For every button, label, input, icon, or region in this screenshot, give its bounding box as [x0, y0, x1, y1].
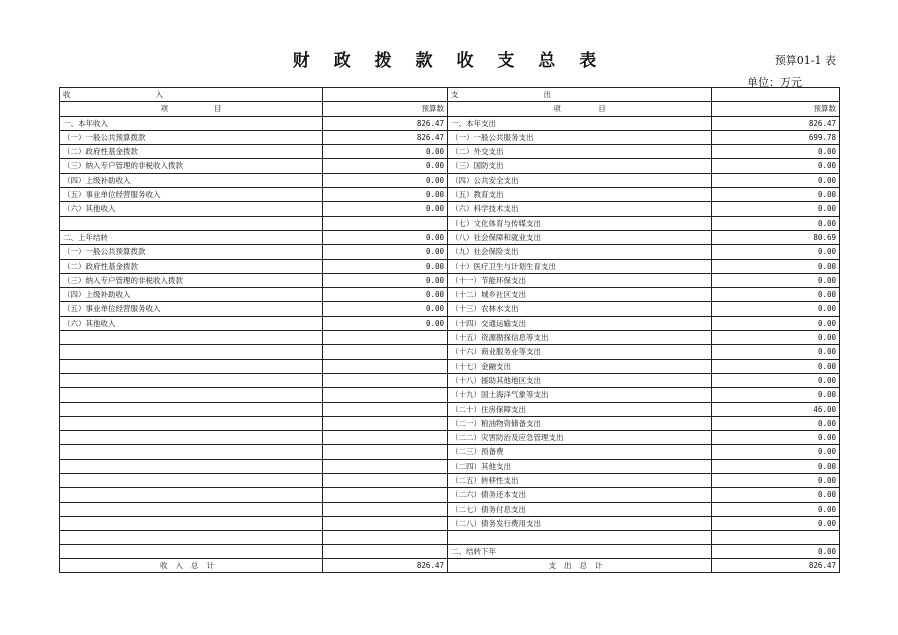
expense-value-cell: 0.00	[712, 431, 840, 445]
expense-value-cell: 0.00	[712, 245, 840, 259]
table-row	[60, 373, 840, 387]
income-item-cell: （四）上级补助收入	[60, 288, 323, 302]
expense-value-cell: 0.00	[712, 159, 840, 173]
expense-value-cell: 0.00	[712, 302, 840, 316]
income-item-cell: （五）事业单位经营服务收入	[60, 302, 323, 316]
income-value-cell	[323, 474, 448, 488]
expense-item-cell: （十一）节能环保支出	[448, 273, 712, 287]
table-row	[60, 488, 840, 502]
income-item-cell: 二、上年结转	[60, 230, 323, 244]
table-row	[60, 259, 840, 273]
income-value-cell: 0.00	[323, 273, 448, 287]
income-item-cell	[60, 216, 323, 230]
expense-value-cell: 0.00	[712, 416, 840, 430]
income-item-cell: （三）纳入专户管理的非税收入拨款	[60, 159, 323, 173]
expense-value-cell: 0.00	[712, 359, 840, 373]
expense-value-cell	[712, 531, 840, 544]
table-row	[60, 173, 840, 187]
table-row	[60, 116, 840, 130]
group-header-row	[60, 88, 840, 102]
page-title: 财 政 拨 款 收 支 总 表	[292, 51, 606, 71]
expense-item-cell: （二七）债务付息支出	[448, 502, 712, 516]
income-item-cell: （一）一般公共预算拨款	[60, 130, 323, 144]
expense-group-header-blank	[712, 88, 840, 102]
expense-value-cell: 0.00	[712, 474, 840, 488]
expense-value-cell: 0.00	[712, 502, 840, 516]
income-item-cell	[60, 388, 323, 402]
income-item-cell: （六）其他收入	[60, 316, 323, 330]
expense-item-header: 项 目	[448, 102, 712, 116]
income-item-cell	[60, 445, 323, 459]
income-value-cell	[323, 216, 448, 230]
table-row	[60, 516, 840, 530]
unit-label: 单位：万元	[747, 76, 802, 89]
table-row	[60, 130, 840, 144]
table-row	[60, 145, 840, 159]
budget-summary-table	[59, 87, 840, 573]
expense-value-cell: 0.00	[712, 459, 840, 473]
expense-value-cell: 0.00	[712, 516, 840, 530]
income-value-cell	[323, 544, 448, 558]
table-row	[60, 273, 840, 287]
expense-item-cell: （二十）住房保障支出	[448, 402, 712, 416]
income-item-cell	[60, 459, 323, 473]
expense-value-cell: 0.00	[712, 445, 840, 459]
income-item-cell	[60, 402, 323, 416]
income-value-cell	[323, 331, 448, 345]
income-value-cell	[323, 502, 448, 516]
expense-total-value: 826.47	[712, 558, 840, 572]
expense-value-cell: 0.00	[712, 488, 840, 502]
expense-item-cell: （十五）资源勘探信息等支出	[448, 331, 712, 345]
expense-item-cell: （二一）粮油物资储备支出	[448, 416, 712, 430]
expense-item-cell: （十四）交通运输支出	[448, 316, 712, 330]
expense-group-header: 支 出	[448, 88, 712, 102]
income-group-header: 收 入	[60, 88, 323, 102]
expense-item-cell: （二二）灾害防治及应急管理支出	[448, 431, 712, 445]
income-value-cell	[323, 416, 448, 430]
income-value-cell	[323, 345, 448, 359]
expense-item-cell: （二六）债务还本支出	[448, 488, 712, 502]
income-value-cell: 0.00	[323, 173, 448, 187]
income-item-cell: （六）其他收入	[60, 202, 323, 216]
income-item-cell: （二）政府性基金拨款	[60, 259, 323, 273]
table-row	[60, 474, 840, 488]
income-value-cell	[323, 516, 448, 530]
income-item-cell: （五）事业单位经营服务收入	[60, 188, 323, 202]
expense-value-cell: 0.00	[712, 145, 840, 159]
table-row	[60, 388, 840, 402]
income-value-cell: 0.00	[323, 288, 448, 302]
income-value-cell: 0.00	[323, 245, 448, 259]
expense-item-cell: （十六）商业服务业等支出	[448, 345, 712, 359]
expense-value-cell: 0.00	[712, 173, 840, 187]
income-item-cell	[60, 359, 323, 373]
expense-budget-header: 预算数	[712, 102, 840, 116]
income-item-cell: （一）一般公共预算拨款	[60, 245, 323, 259]
table-row	[60, 245, 840, 259]
expense-item-cell: （十）医疗卫生与计划生育支出	[448, 259, 712, 273]
income-value-cell: 826.47	[323, 116, 448, 130]
income-value-cell	[323, 531, 448, 544]
table-row	[60, 402, 840, 416]
table-row	[60, 288, 840, 302]
expense-item-cell: （十二）城乡社区支出	[448, 288, 712, 302]
income-item-cell	[60, 331, 323, 345]
income-total-value: 826.47	[323, 558, 448, 572]
table-row	[60, 531, 840, 544]
expense-item-cell: （一）一般公共服务支出	[448, 130, 712, 144]
income-total-label: 收入总计	[60, 558, 323, 572]
expense-item-cell: （二）外交支出	[448, 145, 712, 159]
expense-item-cell: （二五）转移性支出	[448, 474, 712, 488]
income-item-cell	[60, 373, 323, 387]
income-value-cell: 826.47	[323, 130, 448, 144]
table-row	[60, 431, 840, 445]
expense-item-cell: （十九）国土海洋气象等支出	[448, 388, 712, 402]
table-row	[60, 544, 840, 558]
expense-value-cell: 0.00	[712, 216, 840, 230]
income-value-cell	[323, 359, 448, 373]
income-item-cell	[60, 488, 323, 502]
income-item-cell	[60, 416, 323, 430]
expense-item-cell: （二四）其他支出	[448, 459, 712, 473]
expense-item-cell: （十八）援助其他地区支出	[448, 373, 712, 387]
table-row	[60, 188, 840, 202]
income-value-cell: 0.00	[323, 230, 448, 244]
expense-item-cell: 一、本年支出	[448, 116, 712, 130]
table-row	[60, 459, 840, 473]
column-header-row	[60, 102, 840, 116]
expense-value-cell: 0.00	[712, 316, 840, 330]
expense-item-cell: （四）公共安全支出	[448, 173, 712, 187]
expense-value-cell: 826.47	[712, 116, 840, 130]
income-item-cell	[60, 345, 323, 359]
income-value-cell	[323, 388, 448, 402]
income-item-cell	[60, 516, 323, 530]
income-item-cell	[60, 431, 323, 445]
income-item-cell: （二）政府性基金拨款	[60, 145, 323, 159]
income-value-cell: 0.00	[323, 202, 448, 216]
expense-value-cell: 0.00	[712, 388, 840, 402]
income-item-cell	[60, 502, 323, 516]
income-item-header: 项 目	[60, 102, 323, 116]
table-row	[60, 302, 840, 316]
expense-value-cell: 0.00	[712, 202, 840, 216]
income-value-cell	[323, 488, 448, 502]
income-value-cell: 0.00	[323, 145, 448, 159]
expense-value-cell: 80.69	[712, 230, 840, 244]
table-row	[60, 359, 840, 373]
expense-item-cell: （六）科学技术支出	[448, 202, 712, 216]
table-row	[60, 230, 840, 244]
expense-item-cell: （二八）债务发行费用支出	[448, 516, 712, 530]
income-value-cell	[323, 459, 448, 473]
income-value-cell: 0.00	[323, 302, 448, 316]
table-row	[60, 502, 840, 516]
form-number: 预算01-1 表	[774, 54, 836, 67]
expense-value-cell: 0.00	[712, 373, 840, 387]
table-row	[60, 331, 840, 345]
income-value-cell	[323, 373, 448, 387]
table-row	[60, 316, 840, 330]
table-row	[60, 345, 840, 359]
expense-item-cell: （十七）金融支出	[448, 359, 712, 373]
income-item-cell	[60, 544, 323, 558]
expense-value-cell: 0.00	[712, 259, 840, 273]
table-row	[60, 445, 840, 459]
expense-total-label: 支出总计	[448, 558, 712, 572]
income-budget-header: 预算数	[323, 102, 448, 116]
expense-value-cell: 0.00	[712, 331, 840, 345]
totals-row	[60, 558, 840, 572]
table-row	[60, 216, 840, 230]
income-item-cell	[60, 531, 323, 544]
income-value-cell	[323, 431, 448, 445]
income-item-cell	[60, 474, 323, 488]
expense-value-cell: 0.00	[712, 188, 840, 202]
expense-value-cell: 46.00	[712, 402, 840, 416]
expense-value-cell: 0.00	[712, 273, 840, 287]
expense-item-cell: （三）国防支出	[448, 159, 712, 173]
income-item-cell: 一、本年收入	[60, 116, 323, 130]
income-value-cell: 0.00	[323, 159, 448, 173]
income-value-cell	[323, 445, 448, 459]
income-item-cell: （三）纳入专户管理的非税收入拨款	[60, 273, 323, 287]
expense-value-cell: 0.00	[712, 544, 840, 558]
expense-item-cell: （八）社会保障和就业支出	[448, 230, 712, 244]
expense-value-cell: 0.00	[712, 288, 840, 302]
income-value-cell: 0.00	[323, 188, 448, 202]
expense-item-cell: （十三）农林水支出	[448, 302, 712, 316]
expense-item-cell: （七）文化体育与传媒支出	[448, 216, 712, 230]
table-row	[60, 159, 840, 173]
expense-item-cell: （五）教育支出	[448, 188, 712, 202]
expense-value-cell: 0.00	[712, 345, 840, 359]
expense-value-cell: 699.78	[712, 130, 840, 144]
table-row	[60, 202, 840, 216]
income-value-cell: 0.00	[323, 259, 448, 273]
expense-item-cell	[448, 531, 712, 544]
table-row	[60, 416, 840, 430]
income-item-cell: （四）上级补助收入	[60, 173, 323, 187]
income-value-cell	[323, 402, 448, 416]
expense-item-cell: （二三）预备费	[448, 445, 712, 459]
income-value-cell: 0.00	[323, 316, 448, 330]
income-group-header-blank	[323, 88, 448, 102]
expense-item-cell: （九）社会保险支出	[448, 245, 712, 259]
expense-item-cell: 二、结转下年	[448, 544, 712, 558]
